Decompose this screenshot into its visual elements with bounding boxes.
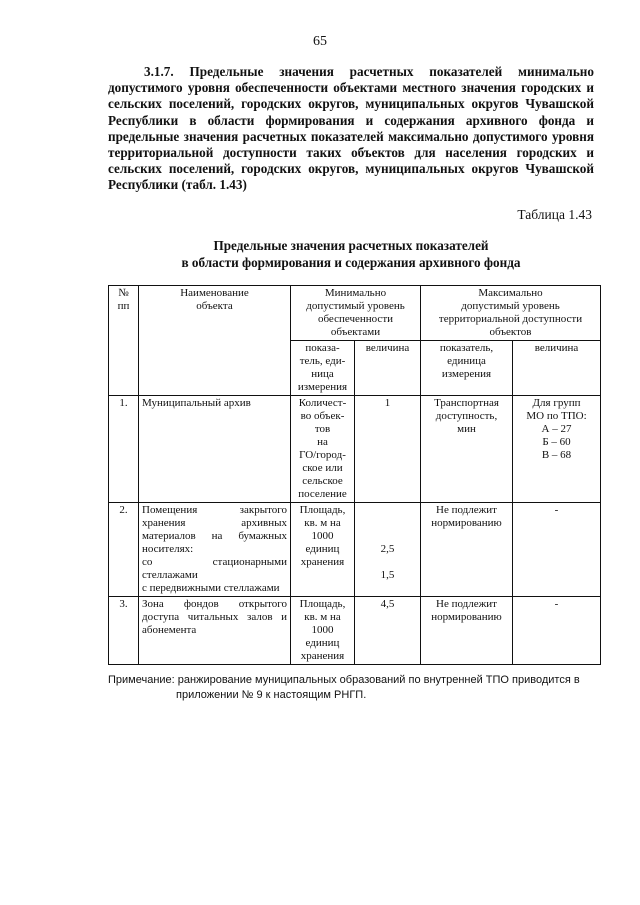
header-max-group: Максимально допустимый уровень территориальной доступности объектов — [421, 286, 601, 341]
row-name-sub1: со стационарными стеллажами — [142, 556, 287, 581]
row-min-indicator: Площадь, кв. м на 1000 единиц хранения — [291, 503, 355, 597]
row-name — [139, 503, 291, 597]
row-name-main: Помещения закрытого хранения архивных материалов на бумажных носителях: — [142, 504, 287, 555]
header-min-indicator: показа- тель, еди- ница измерения — [291, 341, 355, 396]
row-max-indicator: Транспортная доступность, мин — [421, 396, 513, 503]
table-title — [108, 237, 594, 271]
table-header-row — [109, 286, 601, 341]
row-min-indicator: Количест- во объек- тов на ГО/город- ское или сельское поселение — [291, 396, 355, 503]
header-max-value: величина — [513, 341, 601, 396]
row-name: Зона фондов открытого доступа читальных залов и абонемента — [139, 597, 291, 665]
table-title-line2: в области формирования и содержания архивного фонда — [181, 255, 521, 270]
row-name-sub2: с передвижными стеллажами — [142, 582, 280, 594]
header-num: № пп — [109, 286, 139, 396]
row-min-value: 2,5 1,5 — [355, 503, 421, 597]
row-max-value: - — [513, 597, 601, 665]
header-max-indicator: показатель, единица измерения — [421, 341, 513, 396]
section-heading: 3.1.7. Предельные значения расчетных показателей минимально допустимого уровня обеспеченности объектами местного значения городских и сельских поселений, городских округов, муниципальных округов Чувашской Республики в области формирования и содержания архивного фонда и предельные значения расчетных показателей максимально допустимого уровня территориальной доступности таких объектов для населения городских и сельских поселений, городских округов, муниципальных округов Чувашской Республики (табл. 1.43) — [108, 64, 594, 193]
row-num: 3. — [109, 597, 139, 665]
note-line2: приложении № 9 к настоящим РНГП. — [176, 689, 367, 701]
table-note — [108, 673, 594, 703]
header-name: Наименование объекта — [139, 286, 291, 396]
row-name: Муниципальный архив — [139, 396, 291, 503]
row-min-indicator: Площадь, кв. м на 1000 единиц хранения — [291, 597, 355, 665]
row-num: 2. — [109, 503, 139, 597]
row-num: 1. — [109, 396, 139, 503]
row-min-value: 4,5 — [355, 597, 421, 665]
table-row — [109, 503, 601, 597]
table-title-line1: Предельные значения расчетных показателей — [213, 238, 489, 253]
table-row — [109, 597, 601, 665]
table-label: Таблица 1.43 — [517, 207, 592, 222]
row-max-indicator: Не подлежит нормированию — [421, 503, 513, 597]
header-min-group: Минимально допустимый уровень обеспеченности объектами — [291, 286, 421, 341]
page-number: 65 — [313, 34, 327, 49]
norms-table — [108, 285, 601, 665]
header-min-value: величина — [355, 341, 421, 396]
note-line1: Примечание: ранжирование муниципальных образований по внутренней ТПО приводится в — [108, 674, 580, 686]
row-max-value: - — [513, 503, 601, 597]
row-min-value: 1 — [355, 396, 421, 503]
row-max-indicator: Не подлежит нормированию — [421, 597, 513, 665]
table-row — [109, 396, 601, 503]
row-max-value: Для групп МО по ТПО: А – 27 Б – 60 В – 68 — [513, 396, 601, 503]
